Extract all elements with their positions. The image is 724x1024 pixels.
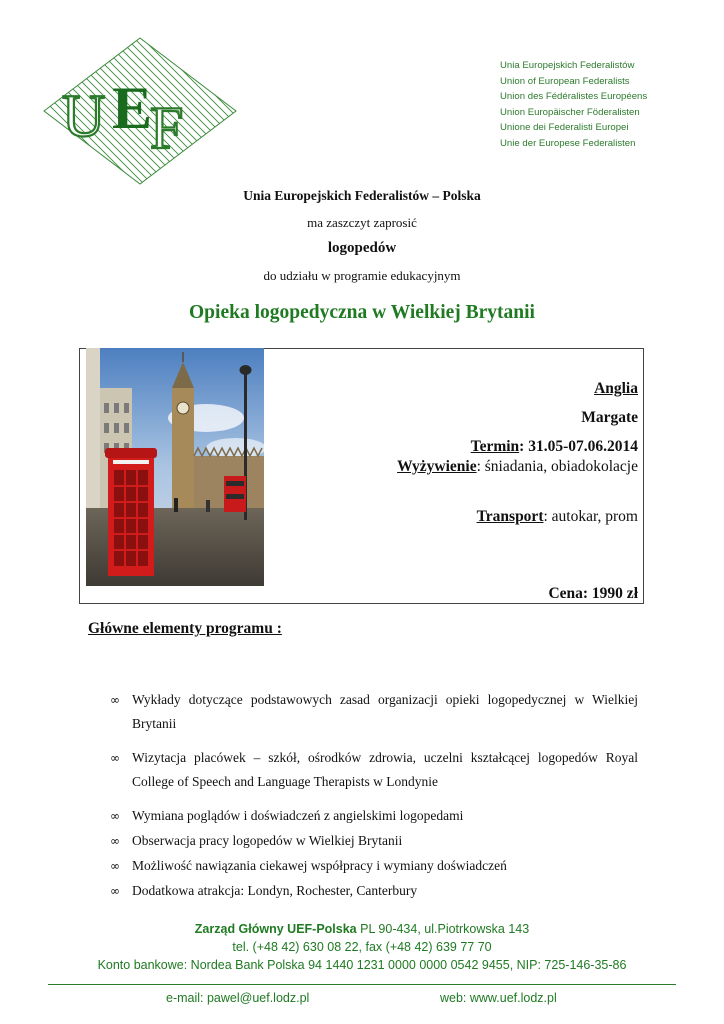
- transport-label: Transport: [476, 508, 544, 525]
- list-item: [110, 879, 638, 903]
- list-item-text: Wykłady dotyczące podstawowych zasad organizacji opieki logopedycznej w Wielkiej Brytanii: [132, 692, 638, 731]
- infinity-bullet-icon: ∞: [110, 884, 120, 898]
- list-item-text: Wizytacja placówek – szkół, ośrodków zdrowia, uczelni kształcącej logopedów Royal College of Speech and Language Therapists w Londynie: [132, 750, 638, 789]
- org-name: Unie der Europese Federalisten: [500, 137, 636, 149]
- term-label: Termin: [470, 438, 520, 455]
- elements-heading: Główne elementy programu :: [88, 620, 282, 637]
- infinity-bullet-icon: ∞: [110, 834, 120, 848]
- transport-value: : autokar, prom: [543, 508, 638, 525]
- footer-office: [0, 922, 724, 936]
- list-item: [110, 804, 638, 828]
- logo-letter-f: F: [150, 95, 184, 161]
- footer-web-link[interactable]: web: www.uef.lodz.pl: [440, 991, 557, 1005]
- footer-phone: tel. (+48 42) 630 08 22, fax (+48 42) 639 77 70: [232, 940, 492, 954]
- list-item-text: Obserwacja pracy logopedów w Wielkiej Brytanii: [132, 833, 403, 848]
- price: Cena: 1990 zł: [548, 585, 638, 602]
- org-names-list: [500, 58, 647, 152]
- infinity-bullet-icon: ∞: [110, 859, 120, 873]
- footer-divider: [48, 984, 676, 985]
- list-item-text: Dodatkowa atrakcja: Londyn, Rochester, Canterbury: [132, 883, 418, 898]
- footer-office-name: Zarząd Główny UEF-Polska: [194, 922, 357, 936]
- list-item-text: Możliwość nawiązania ciekawej współpracy i wymiany doświadczeń: [132, 858, 507, 873]
- destination-country: [594, 380, 638, 398]
- infinity-bullet-icon: ∞: [110, 751, 120, 765]
- transport-line: [477, 508, 638, 526]
- london-photo: [86, 348, 264, 586]
- program-title: Opieka logopedyczna w Wielkiej Brytanii: [189, 302, 535, 323]
- participation-text: do udziału w programie edukacyjnym: [263, 268, 461, 283]
- footer-office-address: PL 90-434, ul.Piotrkowska 143: [356, 922, 530, 936]
- audience-text: logopedów: [327, 240, 397, 256]
- city-label: Margate: [581, 409, 638, 426]
- list-item: [110, 829, 638, 853]
- uef-logo: [40, 36, 240, 186]
- org-name: Union des Fédéralistes Européens: [500, 91, 648, 103]
- elements-list: [110, 688, 638, 904]
- price-line: [548, 585, 638, 603]
- logo-letter-u: U: [62, 83, 106, 149]
- logo-letter-e: E: [112, 75, 153, 141]
- list-item-text: Wymiana poglądów i doświadczeń z angielskimi logopedami: [132, 808, 464, 823]
- list-item: [110, 688, 638, 736]
- list-item: [110, 854, 638, 878]
- organizer-title: Unia Europejskich Federalistów – Polska: [243, 188, 481, 203]
- list-item: [110, 746, 638, 794]
- org-name: Unia Europejskich Federalistów: [500, 60, 635, 71]
- invite-text: ma zaszczyt zaprosić: [307, 215, 417, 230]
- country-label: Anglia: [594, 380, 638, 397]
- meals-label: Wyżywienie: [397, 458, 477, 475]
- term-line: [471, 438, 638, 456]
- footer-bank: Konto bankowe: Nordea Bank Polska 94 1440 1231 0000 0000 0542 9455, NIP: 725-146-35-86: [97, 958, 627, 972]
- infinity-bullet-icon: ∞: [110, 693, 120, 707]
- meals-line: [397, 458, 638, 476]
- footer-email-link[interactable]: e-mail: pawel@uef.lodz.pl: [166, 991, 310, 1005]
- destination-city: [581, 409, 638, 427]
- term-value: : 31.05-07.06.2014: [519, 438, 638, 455]
- org-name: Union of European Federalists: [500, 75, 630, 87]
- meals-value: : śniadania, obiadokolacje: [476, 458, 638, 475]
- org-name: Unione dei Federalisti Europei: [500, 122, 629, 134]
- org-name: Union Europäischer Föderalisten: [500, 106, 640, 118]
- infinity-bullet-icon: ∞: [110, 809, 120, 823]
